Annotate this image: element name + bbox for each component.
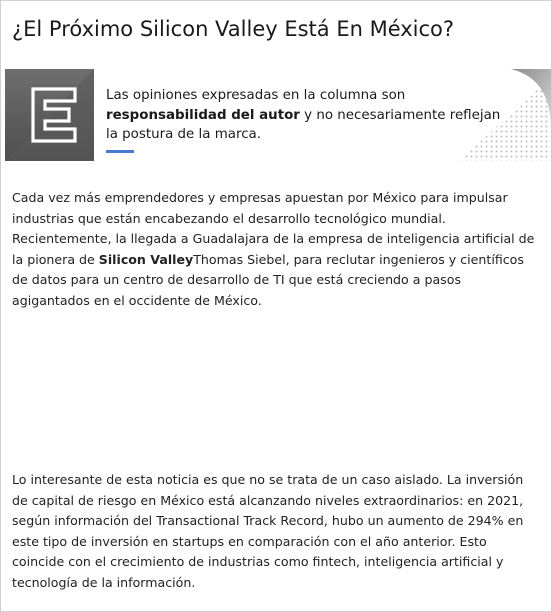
article-paragraph: Lo interesante de esta noticia es que no se trata de un caso aislado. La inversión de capital de riesgo en México está alcanzando niveles extraordinarios: en 2021, según información del Transactional Track Record, hubo un aumento de 294% en este tipo de inversión en startups en comparación con el año anterior. Esto coincide con el crecimiento de industrias como fintech, inteligencia artificial y tecnología de la información.	[12, 472, 524, 590]
article-title: ¿El Próximo Silicon Valley Está En México?	[12, 17, 455, 41]
opinion-logo-box	[5, 69, 94, 161]
disclaimer-bold-text: responsabilidad del autor	[106, 107, 300, 123]
disclaimer-text: Las opiniones expresadas en la columna son responsabilidad del autor y no necesariamente reflejan la postura de la marca.	[106, 88, 501, 142]
letter-e-logo-icon	[23, 85, 83, 145]
article-paragraph: Cada vez más emprendedores y empresas apuestan por México para impulsar industrias que están encabezando el desarrollo tecnológico mundial. Recientemente, la llegada a Guadalajara de la empresa de inteligencia artificial de la pionera de Silicon ValleyThomas Siebel, para reclutar ingenieros y científicos de datos para un centro de desarrollo de TI que está creciendo a pasos agigantados en el occidente de México.	[12, 190, 535, 308]
highlighted-term: Silicon Valley	[98, 251, 194, 267]
opinion-disclaimer-banner	[5, 69, 551, 161]
corner-dot-pattern-decoration	[459, 69, 551, 161]
accent-underline	[106, 150, 134, 153]
